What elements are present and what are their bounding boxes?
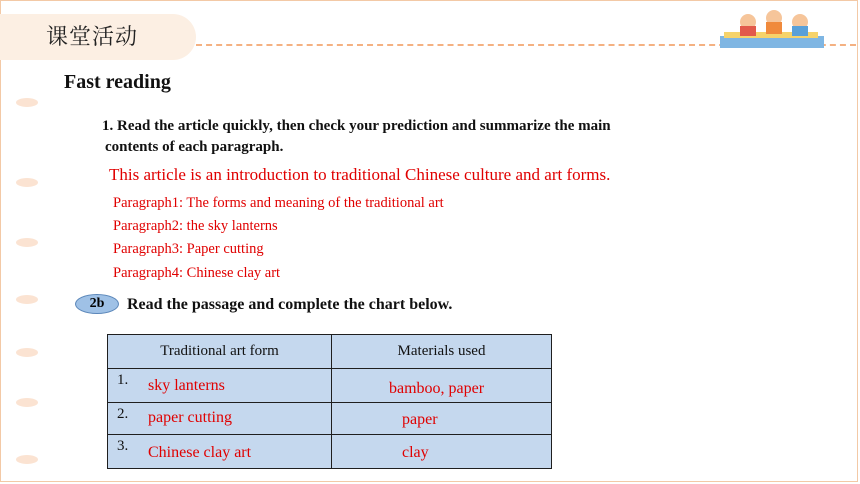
art-form-answer: Chinese clay art [148,444,252,461]
question-1-line-2: contents of each paragraph. [105,139,284,155]
header-materials: Materials used [332,335,552,369]
materials-answer: paper [402,411,438,428]
section-heading: Fast reading [64,71,171,93]
art-form-chart [107,334,552,469]
table-row [108,403,552,435]
question-1 [102,116,702,158]
paragraph-summary-2: Paragraph2: the sky lanterns [113,218,278,234]
paragraph-summary-4: Paragraph4: Chinese clay art [113,265,281,281]
left-decorative-dots [16,90,40,480]
paragraph-summary-1: Paragraph1: The forms and meaning of the traditional art [113,195,444,211]
row-number: 1. [117,372,129,388]
slide-title: 课堂活动 [46,25,139,50]
paragraph-summary-3: Paragraph3: Paper cutting [113,241,264,257]
task-badge: 2b [75,294,119,314]
materials-answer: clay [402,444,429,461]
row-number: 3. [117,438,129,454]
table-row [108,435,552,469]
children-reading-illustration [716,6,828,50]
row-number: 2. [117,406,129,422]
art-form-answer: sky lanterns [148,377,225,394]
art-form-answer: paper cutting [148,409,232,426]
table-header-row [108,335,552,369]
article-summary: This article is an introduction to traditional Chinese culture and art forms. [109,165,611,184]
task-instruction: Read the passage and complete the chart below. [127,296,453,313]
table-row [108,369,552,403]
question-1-line-1: 1. Read the article quickly, then check your prediction and summarize the main [102,118,611,134]
materials-answer: bamboo, paper [389,380,485,397]
header-art-form: Traditional art form [108,335,332,369]
